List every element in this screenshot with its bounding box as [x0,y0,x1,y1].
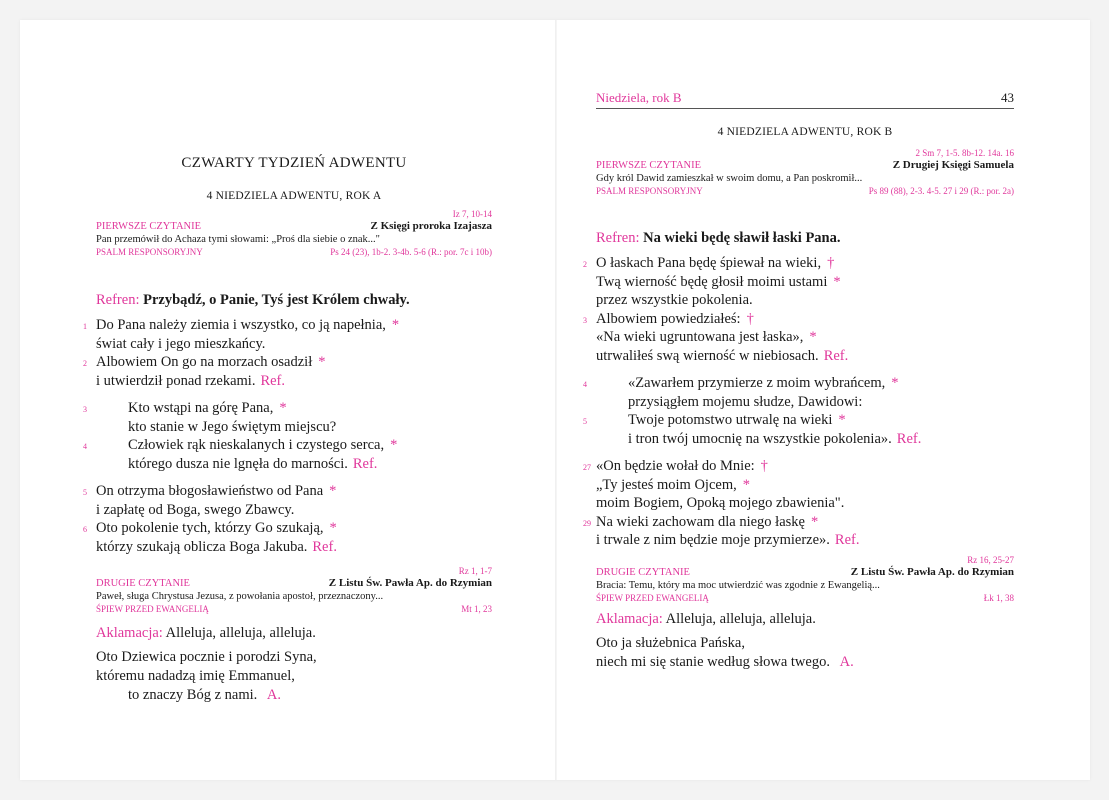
verse-line [596,347,1014,366]
verse-line [628,393,1014,412]
reading-source: Z Listu Św. Pawła Ap. do Rzymian [850,566,1014,578]
asterisk-mark: * [318,354,326,370]
verse-number: 5 [583,417,587,426]
acclamation-line: niech mi się stanie według słowa twego. [596,654,830,670]
acclamation-text: Alleluja, alleluja, alleluja. [165,625,316,641]
refrain-mark: Ref. [834,532,860,548]
verse-text: Kto wstąpi na górę Pana, [128,400,274,416]
verse-line [596,273,1014,292]
acclamation-line: Oto Dziewica pocznie i porodzi Syna, [96,649,317,665]
verse-number: 1 [83,322,87,331]
psalm-stanza [83,399,492,436]
psalm-stanza [83,353,492,390]
asterisk-mark: * [390,437,398,453]
psalm-stanza [83,519,492,556]
verse-line [96,501,492,520]
refrain-text: Przybądź, o Panie, Tyś jest Królem chwały. [143,292,410,308]
dagger-mark: † [760,458,768,474]
verse-number: 2 [583,260,587,269]
asterisk-mark: * [279,400,287,416]
verse-text: i utwierdził ponad rzekami. [96,372,256,389]
verse-text: przez wszystkie pokolenia. [596,292,753,308]
asterisk-mark: * [742,476,750,493]
verse-line [128,436,492,455]
second-reading [596,555,1014,605]
verse-number: 29 [583,518,591,528]
gospel-acclamation-label: ŚPIEW PRZED EWANGELIĄ [96,604,209,614]
verse-text: i tron twój umocnię na wszystkie pokolenia». [628,430,892,447]
verse-line [596,291,1014,310]
reading-incipit: Paweł, sługa Chrystusa Jezusa, z powołania apostoł, przeznaczony... [96,591,384,602]
verse-line [596,328,1014,347]
verse-line [96,519,492,538]
verse-line [96,353,492,372]
verse-line [96,482,492,501]
reading-label: PIERWSZE CZYTANIE [596,160,702,171]
verse-text: Albowiem On go na morzach osadził [96,354,313,370]
asterisk-mark: * [833,273,841,290]
dagger-mark: † [827,255,835,271]
verse-number: 6 [83,525,87,534]
verse-number: 5 [83,488,87,497]
reading-incipit: Gdy król Dawid zamieszkał w swoim domu, a Pan poskromił... [596,173,863,184]
psalm-reference: Ps 89 (88), 2-3. 4-5. 27 i 29 (R.: por. 2a) [868,186,1014,196]
refrain-mark: Ref. [260,372,286,389]
verse-text: On otrzyma błogosławieństwo od Pana [96,483,324,499]
reading-reference: Rz 16, 25-27 [967,555,1014,565]
verse-text: przysiągłem mojemu słudze, Dawidowi: [628,393,863,410]
acclamation-label: Aklamacja: [596,611,663,627]
verse-line [96,316,492,335]
page-number: 43 [1001,90,1014,105]
verse-text: Twą wierność będę głosił moimi ustami [596,273,828,290]
psalm-stanza [583,254,1014,310]
verse-line [96,538,492,557]
reading-label: PIERWSZE CZYTANIE [96,221,202,232]
verse-text: kto stanie w Jego świętym miejscu? [128,418,337,435]
acclamation-line: Oto ja służebnica Pańska, [596,635,745,651]
refrain-mark: Ref. [312,538,337,555]
acclamation-label: Aklamacja: [96,625,163,641]
running-head [596,90,1014,109]
verse-text: i zapłatę od Boga, swego Zbawcy. [96,501,295,518]
psalm-stanza [583,411,1014,448]
verse-text: Człowiek rąk nieskalanych i czystego serca, [128,437,385,453]
verse-text: Na wieki zachowam dla niego łaskę [596,513,805,530]
verse-line [596,476,1014,495]
refrain-mark: Ref. [352,455,378,472]
asterisk-mark: * [810,513,819,530]
asterisk-mark: * [809,329,817,345]
verse-text: Oto pokolenie tych, którzy Go szukają, [96,520,324,536]
psalm-stanza [583,513,1014,550]
verse-line [596,457,1014,476]
psalm-stanza [583,374,1014,411]
asterisk-mark: * [391,317,400,333]
reading-source: Z Listu Św. Pawła Ap. do Rzymian [328,577,492,589]
book-spread [20,20,1090,780]
verse-number: 3 [83,405,87,414]
verse-text: i trwale z nim będzie moje przymierze». [596,532,830,548]
verse-text: «On będzie wołał do Mnie: [596,458,755,474]
verse-number: 2 [83,359,87,368]
psalm-stanza [583,457,1014,513]
refrain-label: Refren: [96,292,140,308]
acclamation-end-mark: A. [266,687,281,703]
verse-text: moim Bogiem, Opoką mojego zbawienia". [596,495,845,511]
acclamation [596,610,854,672]
stanza-gap [96,473,492,482]
stanza-gap [596,448,1014,457]
verse-text: Twoje potomstwo utrwalę na wieki [628,412,833,428]
stanza-gap [96,390,492,399]
reading-reference: 2 Sm 7, 1-5. 8b-12. 14a. 16 [915,148,1014,158]
verse-line [128,418,492,437]
acclamation-text: Alleluja, alleluja, alleluja. [665,611,816,627]
psalm-stanzas [83,316,492,556]
psalm-label: PSALM RESPONSORYJNY [596,186,703,196]
verse-line [596,310,1014,329]
right-page [583,20,1014,780]
psalm-stanzas [583,254,1014,550]
reading-source: Z Drugiej Księgi Samuela [892,159,1014,171]
refrain-mark: Ref. [823,347,849,364]
verse-line [628,430,1014,449]
dagger-mark: † [746,310,754,327]
verse-line [596,531,1014,550]
verse-text: «Zawarłem przymierze z moim wybrańcem, [628,375,886,391]
second-reading [96,566,492,616]
verse-line [128,399,492,418]
verse-number: 4 [83,442,87,451]
asterisk-mark: * [329,483,337,499]
gospel-acclamation-label: ŚPIEW PRZED EWANGELIĄ [596,593,709,603]
verse-line [596,254,1014,273]
book-gutter [555,20,557,780]
verse-text: Do Pana należy ziemia i wszystko, co ją napełnia, [96,317,386,333]
psalm-reference: Ps 24 (23), 1b-2. 3-4b. 5-6 (R.: por. 7c i 10b) [330,247,492,257]
first-reading [96,209,492,259]
psalm-stanza [83,316,492,353]
verse-text: O łaskach Pana będę śpiewał na wieki, [596,255,822,271]
reading-reference: Rz 1, 1-7 [458,566,492,576]
psalm-label: PSALM RESPONSORYJNY [96,247,203,257]
verse-line [596,513,1014,532]
reading-incipit: Bracia: Temu, który ma moc utwierdzić was zgodnie z Ewangelią... [596,580,880,591]
psalm-stanza [83,482,492,519]
sunday-title: 4 NIEDZIELA ADWENTU, ROK B [717,126,893,138]
refrain [96,292,410,309]
acclamation-end-mark: A. [839,654,854,670]
verse-number: 4 [583,380,587,389]
verse-line [596,494,1014,513]
psalm-stanza [583,310,1014,366]
acclamation-line: to znaczy Bóg z nami. [128,687,258,703]
psalm-stanza [83,436,492,473]
reading-reference: Iz 7, 10-14 [452,209,492,219]
verse-line [628,411,1014,430]
reading-label: DRUGIE CZYTANIE [96,578,190,589]
verse-text: «Na wieki ugruntowana jest łaska», [596,329,804,345]
verse-text: świat cały i jego mieszkańcy. [96,335,266,352]
reading-label: DRUGIE CZYTANIE [596,567,690,578]
verse-text: Albowiem powiedziałeś: [596,310,741,327]
asterisk-mark: * [891,375,899,391]
sunday-title: 4 NIEDZIELA ADWENTU, ROK A [206,190,382,202]
week-title: CZWARTY TYDZIEŃ ADWENTU [181,155,407,171]
left-page [83,20,492,780]
verse-line [96,335,492,354]
acclamation-line: któremu nadadzą imię Emmanuel, [96,668,295,684]
verse-line [628,374,1014,393]
stanza-gap [596,365,1014,374]
gospel-acclamation-reference: Mt 1, 23 [461,604,492,614]
verse-text: którzy szukają oblicza Boga Jakuba. [96,538,308,555]
asterisk-mark: * [329,520,337,536]
acclamation [96,624,317,705]
reading-source: Z Księgi proroka Izajasza [370,220,492,232]
verse-number: 3 [583,315,587,325]
running-head-title: Niedziela, rok B [596,90,682,105]
verse-text: „Ty jesteś moim Ojcem, [596,476,737,493]
refrain [596,230,841,247]
refrain-mark: Ref. [896,430,922,447]
refrain-label: Refren: [596,230,640,246]
verse-text: utrwaliłeś swą wierność w niebiosach. [596,347,819,364]
asterisk-mark: * [838,412,846,428]
verse-line [128,455,492,474]
verse-number: 27 [583,463,591,472]
gospel-acclamation-reference: Łk 1, 38 [983,593,1014,603]
verse-text: którego dusza nie lgnęła do marności. [128,455,348,472]
first-reading [596,148,1014,198]
reading-incipit: Pan przemówił do Achaza tymi słowami: „Proś dla siebie o znak..." [96,234,380,245]
refrain-text: Na wieki będę sławił łaski Pana. [643,230,841,246]
verse-line [96,372,492,391]
